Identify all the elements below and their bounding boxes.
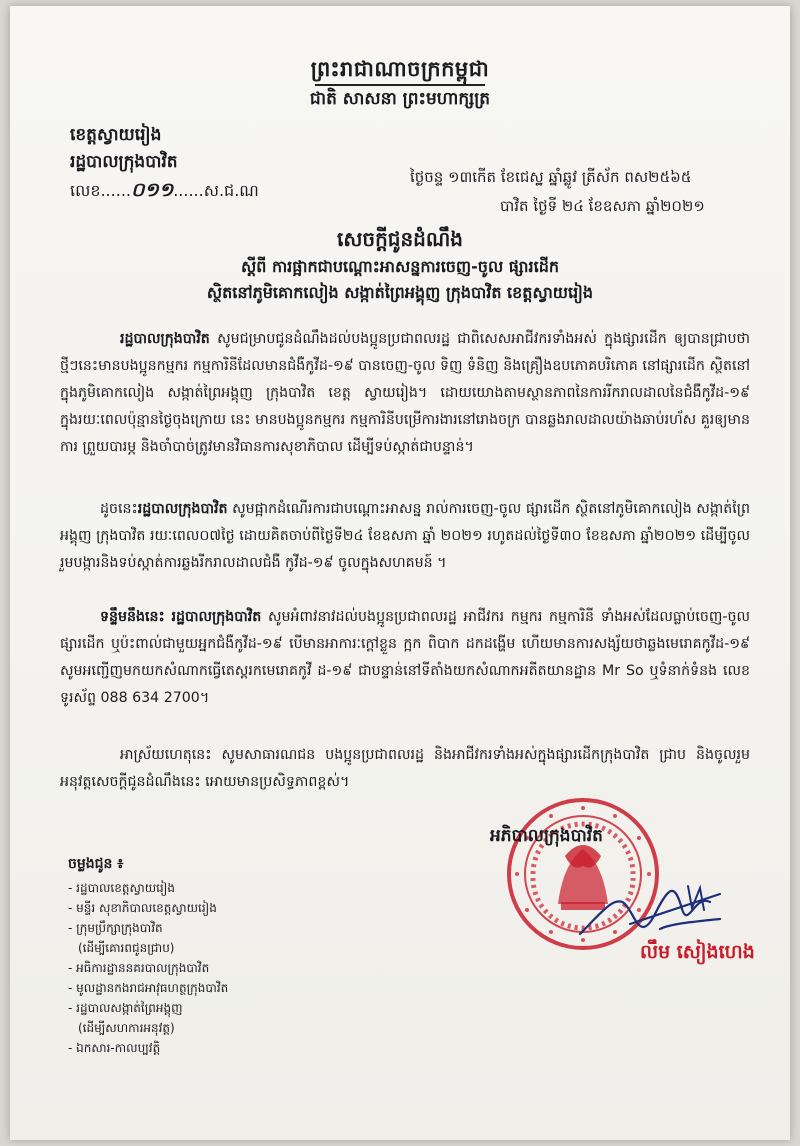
solar-date: បាវិត ថ្ងៃទី ២៤ ខែឧសភា ឆ្នាំ២០២១ bbox=[500, 197, 705, 215]
list-item: - រដ្ឋបាលខេត្តស្វាយរៀង bbox=[68, 881, 175, 895]
cc-list bbox=[68, 878, 228, 1058]
list-item: - រដ្ឋបាលសង្កាត់ព្រៃអង្គុញ bbox=[68, 1001, 183, 1015]
document-title: សេចក្តីជូនដំណឹង bbox=[337, 227, 463, 251]
heading-underline bbox=[315, 84, 485, 86]
list-item: (ដើម្បីសហការអនុវត្ត) bbox=[78, 1021, 175, 1035]
list-item: - មូលដ្ឋានកងរាជអាវុធហត្ថក្រុងបាវិត bbox=[68, 981, 229, 995]
authority-name: រដ្ឋបាលក្រុងបាវិត bbox=[70, 152, 178, 172]
subject-line-2: ស្ថិតនៅភូមិគោកលៀង សង្កាត់ព្រៃអង្គុញ ក្រុងបាវិត ខេត្តស្វាយរៀង bbox=[206, 283, 594, 302]
signatory-name: លឹម សៀងហេង bbox=[640, 941, 755, 963]
lunar-date: ថ្ងៃចន្ទ ១៣កើត ខែជេស្ឋ ឆ្នាំឆ្លូវ ត្រីស័ក ពស២៥៦៥ bbox=[410, 168, 692, 186]
subject-line-1: ស្តីពី ការផ្អាកជាបណ្តោះអាសន្នការចេញ-ចូល ផ្សារដើក bbox=[240, 257, 559, 276]
list-item: - អធិការដ្ឋាននគរបាលក្រុងបាវិត bbox=[68, 961, 210, 975]
province-name: ខេត្តស្វាយរៀង bbox=[70, 125, 162, 145]
list-item: - ឯកសារ-កាលប្បវត្តិ bbox=[68, 1041, 161, 1055]
paragraph-3-lead: រដ្ឋបាលក្រុងបាវិត bbox=[171, 609, 262, 625]
paragraph-2 bbox=[60, 496, 750, 577]
paragraph-1-lead: រដ្ឋបាលក្រុងបាវិត bbox=[120, 331, 210, 347]
ref-prefix: លេខ...... bbox=[70, 181, 131, 200]
cc-heading: ចម្លងជូន ៖ bbox=[68, 856, 124, 872]
kingdom-heading: ព្រះរាជាណាចក្រកម្ពុជា bbox=[310, 57, 490, 81]
paragraph-3 bbox=[60, 604, 750, 712]
paragraph-3-body: សូមអំពាវនាវដល់បងប្អូនប្រជាពលរដ្ឋ អាជីវករ កម្មករ កម្មការិនី ទាំងអស់ដែលធ្លាប់ចេញ-ចូលផ្សារដើក ឬប៉ះពាល់ជាមួយអ្នកជំងឺកូវីដ-១៩ បើមានអាការៈក្តៅខ្លួន ក្អក ពិបាក ដកដង្ហើម ហើយមានការសង្ស័យថាឆ្លងមេរោគកូវីដ-១៩ សូមអញ្ជើញមកយកសំណាកធ្វើតេស្តរកមេរោគកូវី ដ-១៩ ជាបន្ទាន់នៅទីតាំងយកសំណាកអតីតយានដ្ឋាន Mr So ឬទំនាក់ទំនង លេខទូរស័ព្ទ 088 634 2700។ bbox=[60, 609, 750, 706]
paragraph-2-pre: ដូចនេះ bbox=[100, 501, 138, 517]
ref-suffix: ......ស.ជ.ណ bbox=[173, 181, 259, 200]
paragraph-1-body: សូមជម្រាបជូនដំណឹងដល់បងប្អូនប្រជាពលរដ្ឋ ជាពិសេសអាជីវករទាំងអស់ ក្នុងផ្សារដើក ឲ្យបានជ្រាបថា ថ្មីៗនេះមានបងប្អូនកម្មករ កម្មការិនីដែលមានជំងឺកូវីដ-១៩ បានចេញ-ចូល ទិញ ទំនិញ និងគ្រឿងឧបភោគបរិភោគ នៅផ្សារដើក ស្ថិតនៅក្នុងភូមិគោកលៀង សង្កាត់ព្រៃអង្គុញ ក្រុងបាវិត ខេត្ត ស្វាយរៀង។ ដោយយោងតាមស្ថានភាពនៃការរីករាលដាលនៃជំងឺកូវីដ-១៩ ក្នុងរយៈពេលប៉ុន្មានថ្ងៃចុងក្រោយ នេះ មានបងប្អូនកម្មករ កម្មការិនីបម្រើការងារនៅរោងចក្រ បានឆ្លងរាលដាលយ៉ាងឆាប់រហ័ស គួរឲ្យមានការ ព្រួយបារម្ភ និងចាំបាច់ត្រូវមានវិធានការសុខាភិបាល ដើម្បីទប់ស្កាត់ជាបន្ទាន់។ bbox=[60, 331, 750, 455]
ref-number: ០១១ bbox=[130, 179, 174, 201]
list-item: (ដើម្បីគោរពជូនជ្រាប) bbox=[78, 941, 175, 955]
paragraph-3-pre: ទន្ទឹមនឹងនេះ bbox=[100, 609, 165, 625]
list-item: - មន្ទីរ សុខាភិបាលខេត្តស្វាយរៀង bbox=[68, 901, 217, 915]
paragraph-2-lead: រដ្ឋបាលក្រុងបាវិត bbox=[137, 501, 228, 517]
paragraph-1 bbox=[60, 326, 750, 461]
list-item: - ក្រុមប្រឹក្សាក្រុងបាវិត bbox=[68, 921, 163, 935]
paragraph-4: អាស្រ័យហេតុនេះ សូមសាធារណជន បងប្អូនប្រជាពលរដ្ឋ និងអាជីវករទាំងអស់ក្នុងផ្សារដើកក្រុងបាវិត ជ្រាប និងចូលរួមអនុវត្តសេចក្តីជូនដំណឹងនេះ អោយមានប្រសិទ្ធភាពខ្ពស់។ bbox=[60, 747, 750, 790]
paragraph-2-body: សូមផ្អាកដំណើរការជាបណ្តោះអាសន្ន រាល់ការចេញ-ចូល ផ្សារដើក ស្ថិតនៅភូមិគោកលៀង សង្កាត់ព្រៃអង្គុញ ក្រុងបាវិត រយៈពេល០៧ថ្ងៃ ដោយគិតចាប់ពីថ្ងៃទី២៤ ខែឧសភា ឆ្នាំ ២០២១ រហូតដល់ថ្ងៃទី៣០ ខែឧសភា ឆ្នាំ២០២១ ដើម្បីចូលរួមបង្ការនិងទប់ស្កាត់ការឆ្លងរីករាលដាលជំងឺ កូវីដ-១៩ ចូលក្នុងសហគមន៍ ។ bbox=[60, 501, 750, 571]
reference-number bbox=[70, 178, 259, 206]
national-motto: ជាតិ សាសនា ព្រះមហាក្សត្រ bbox=[309, 89, 491, 109]
document-page bbox=[10, 6, 790, 1140]
signatory-title: អភិបាលក្រុងបាវិត bbox=[490, 826, 603, 846]
